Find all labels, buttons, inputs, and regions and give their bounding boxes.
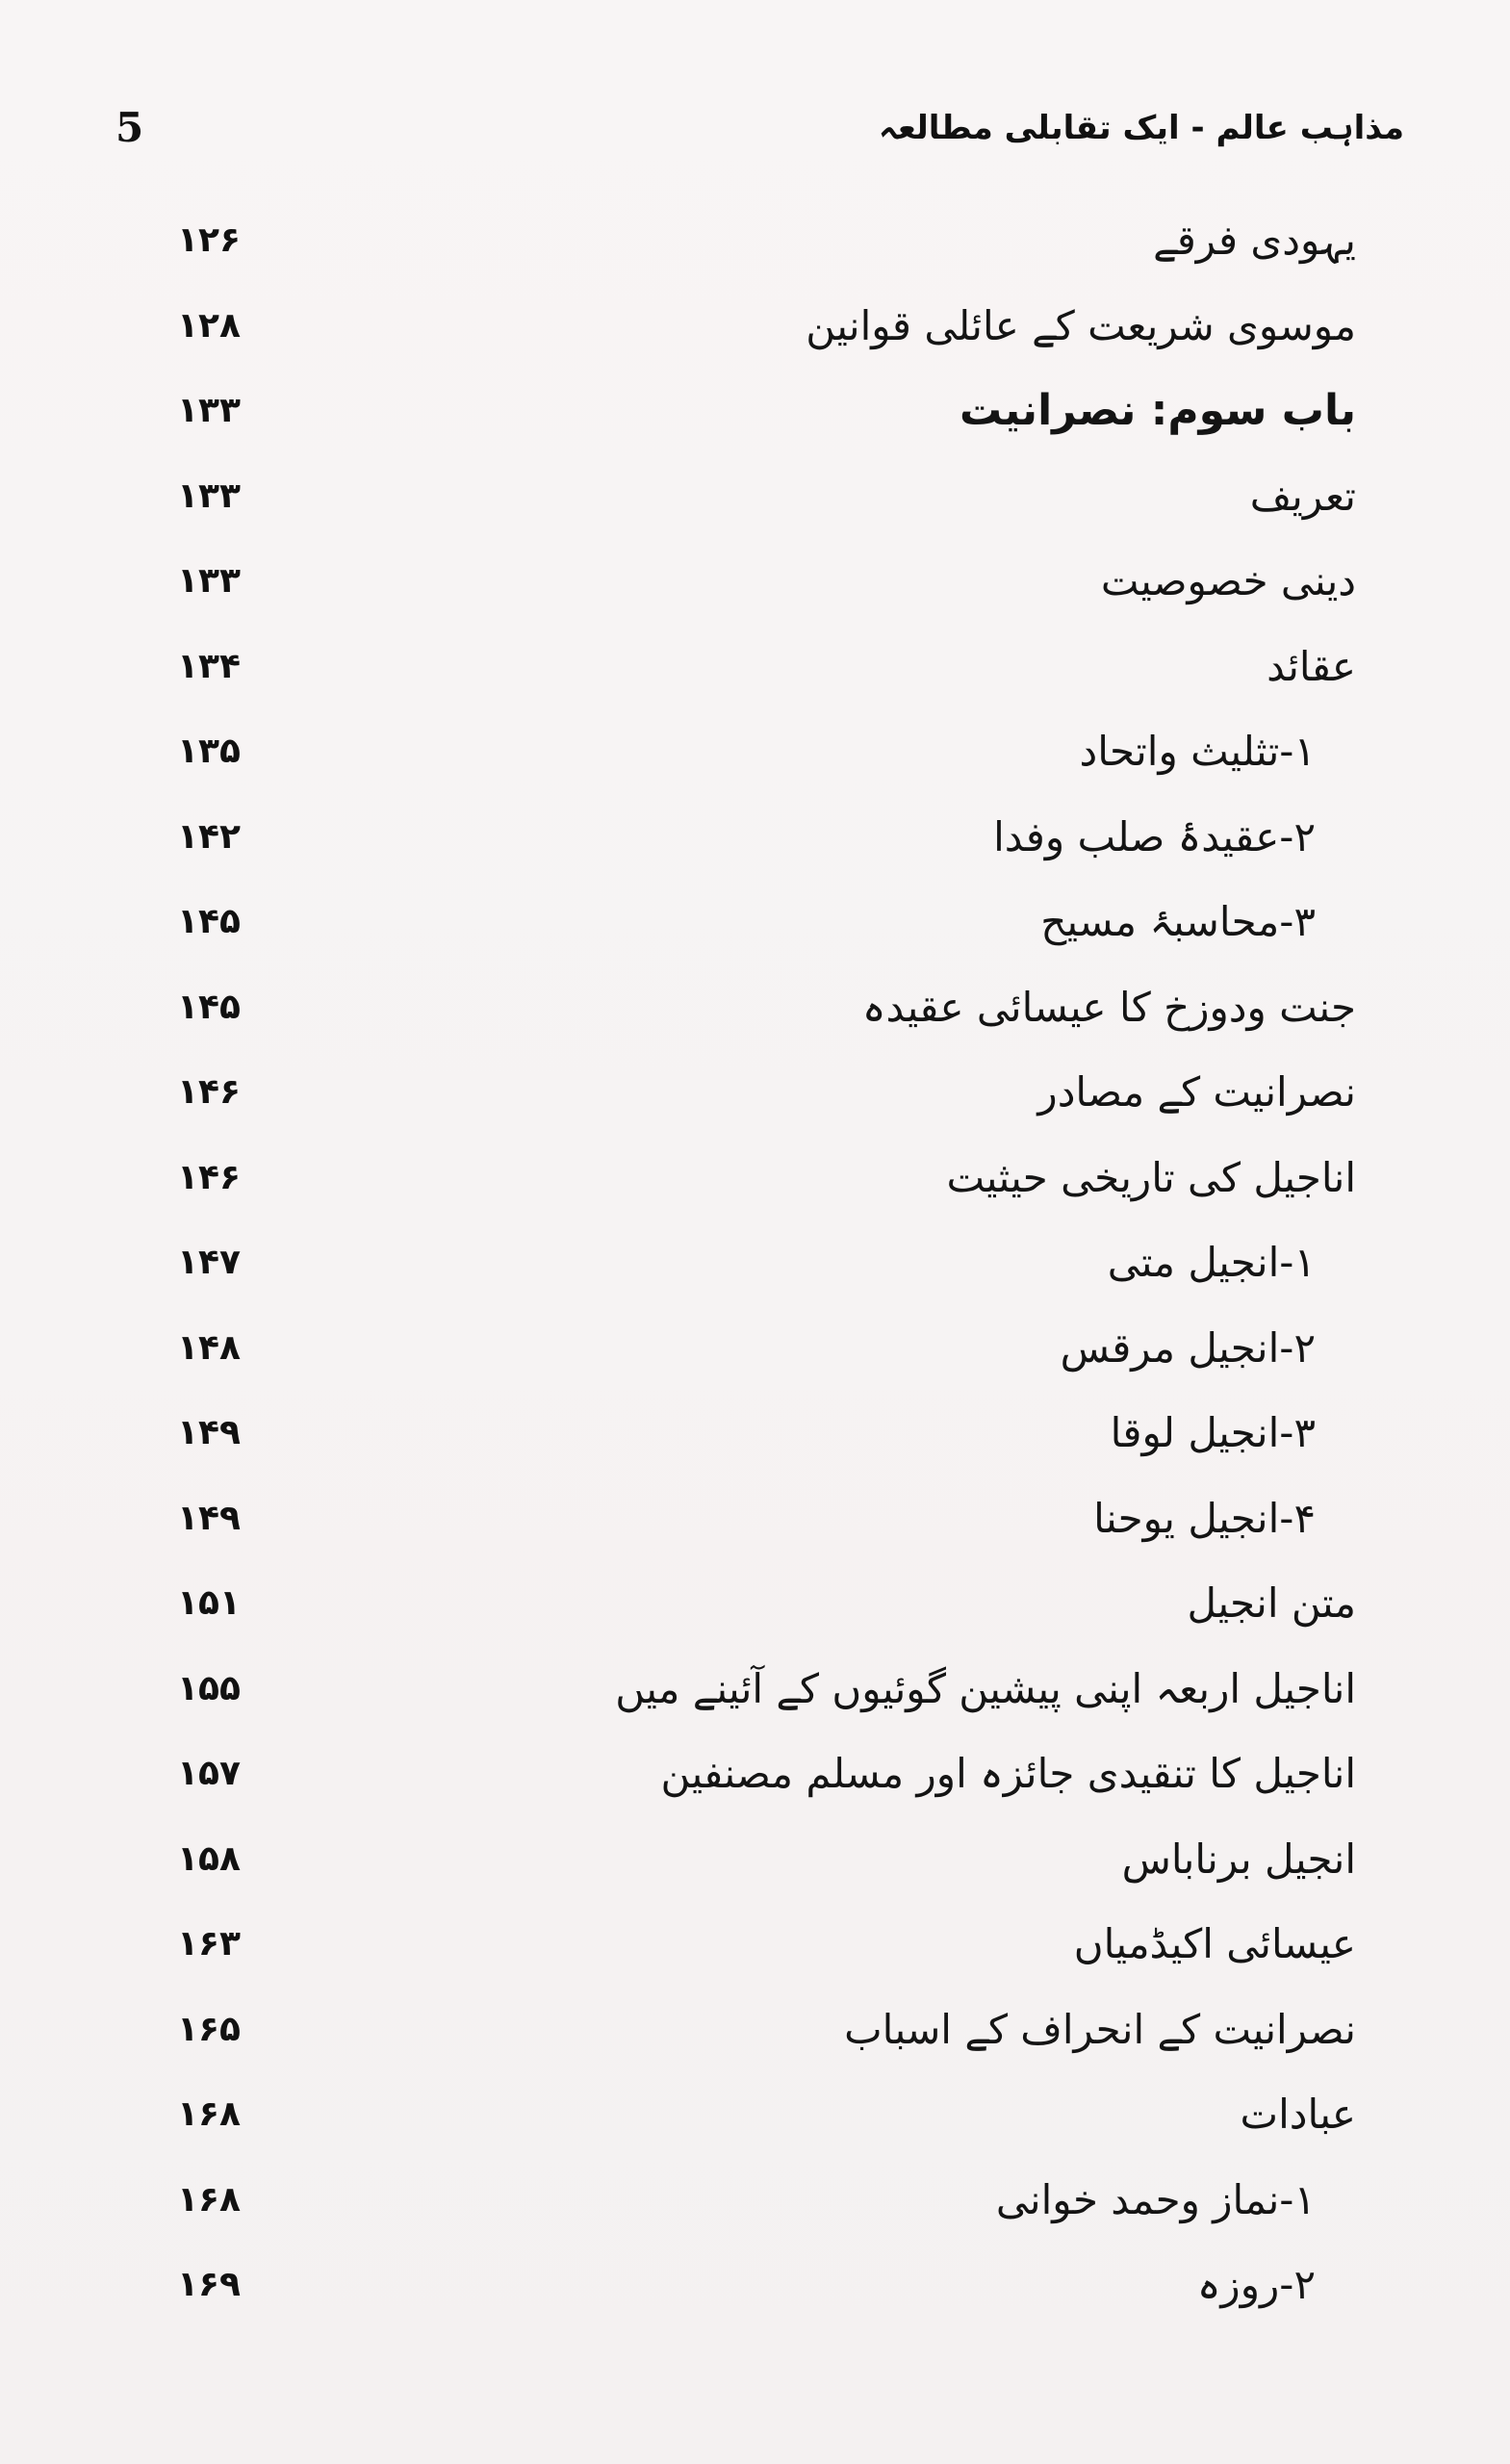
toc-entry-page-number: ۱۵۸ [177,1838,241,1879]
toc-entry-page-number: ۱۶۵ [177,2009,241,2049]
toc-entry-title: نصرانیت کے انحراف کے اسباب [844,2005,1356,2053]
table-of-contents [144,202,1356,2464]
toc-entry [144,1651,1356,1728]
toc-entry-title: ۲-عقیدۂ صلب وفدا [993,812,1316,860]
page-header [106,104,1404,175]
toc-entry-title: ۲-انجیل مرقس [1060,1323,1316,1372]
toc-entry [144,1054,1356,1131]
toc-entry [144,884,1356,961]
toc-entry [144,202,1356,279]
toc-entry-title: ۱-تثلیث واتحاد [1079,728,1316,775]
toc-entry-title: تعریف [1249,472,1356,520]
toc-entry-page-number: ۱۳۵ [177,732,241,771]
toc-entry [144,713,1356,790]
toc-entry-title: انجیل برناباس [1121,1835,1356,1883]
toc-entry-title: ۱-انجیل متی [1107,1239,1316,1286]
toc-entry-title: متن انجیل [1187,1579,1356,1627]
toc-entry-page-number: ۱۶۸ [177,2094,241,2134]
toc-entry-page-number: ۱۴۶ [177,1157,241,1197]
toc-entry-page-number: ۱۶۳ [177,1924,241,1964]
toc-entry-title: ۲-روزہ [1196,2261,1316,2308]
toc-entry-title: اناجیل اربعہ اپنی پیشین گوئیوں کے آئینے میں [615,1664,1356,1712]
toc-entry-page-number: ۱۴۸ [177,1327,241,1368]
toc-entry-title: ۳-محاسبۂ مسیح [1040,898,1316,945]
toc-entry [144,288,1356,365]
toc-entry-title: عیسائی اکیڈمیاں [1073,1920,1356,1967]
toc-entry [144,543,1356,620]
toc-entry-title: نصرانیت کے مصادر [1037,1068,1356,1116]
toc-entry-page-number: ۱۳۳ [177,475,241,516]
toc-entry-title: عقائد [1267,642,1356,690]
toc-entry-title: اناجیل کی تاریخی حیثیت [946,1153,1356,1201]
toc-entry [144,1735,1356,1812]
toc-entry-page-number: ۱۶۹ [177,2265,241,2304]
toc-entry-title: یہودی فرقے [1153,217,1356,264]
toc-entry [144,1906,1356,1983]
toc-entry [144,1991,1356,2068]
toc-entry [144,1140,1356,1217]
toc-entry-title: اناجیل کا تنقیدی جائزہ اور مسلم مصنفین [660,1750,1356,1797]
toc-entry [144,1565,1356,1642]
toc-entry-page-number: ۱۳۳ [177,391,241,430]
toc-entry [144,1310,1356,1387]
toc-entry [144,1395,1356,1472]
toc-entry-title: موسوی شریعت کے عائلی قوانین [806,301,1356,349]
toc-entry-page-number: ۱۴۶ [177,1072,241,1112]
toc-entry-page-number: ۱۳۳ [177,561,241,601]
toc-entry-page-number: ۱۴۵ [177,902,241,941]
toc-entry-page-number: ۱۵۱ [177,1583,241,1623]
toc-entry-page-number: ۱۲۶ [177,220,241,260]
toc-entry-page-number: ۱۴۵ [177,987,241,1027]
toc-entry [144,799,1356,876]
toc-entry-title: جنت ودوزخ کا عیسائی عقیدہ [861,983,1356,1031]
toc-entry-title: دینی خصوصیت [1100,557,1356,604]
toc-entry-title: ۱-نماز وحمد خوانی [995,2175,1316,2223]
toc-entry [144,2246,1356,2323]
toc-entry-page-number: ۱۲۸ [177,305,241,346]
toc-entry [144,1224,1356,1301]
toc-entry-title: ۴-انجیل یوحنا [1093,1494,1316,1542]
toc-entry-title: عبادات [1240,2091,1356,2138]
toc-entry-page-number: ۱۳۴ [177,646,241,686]
page-number: 5 [115,104,144,151]
toc-entry [144,2076,1356,2153]
toc-entry-title: باب سوم: نصرانیت [960,386,1356,435]
running-title: مذاہب عالم - ایک تقابلی مطالعہ [878,109,1404,147]
toc-entry [144,1480,1356,1557]
toc-entry-page-number: ۱۵۷ [177,1754,241,1793]
toc-entry-page-number: ۱۴۹ [177,1413,241,1452]
toc-entry-page-number: ۱۵۵ [177,1668,241,1708]
toc-entry [144,458,1356,535]
toc-entry [144,969,1356,1046]
toc-entry [144,629,1356,706]
toc-entry-page-number: ۱۴۲ [177,816,241,857]
toc-entry [144,1821,1356,1898]
toc-entry-page-number: ۱۶۸ [177,2179,241,2220]
toc-entry-page-number: ۱۴۷ [177,1243,241,1282]
toc-entry [144,372,1356,449]
toc-entry-page-number: ۱۴۹ [177,1498,241,1538]
toc-entry-title: ۳-انجیل لوقا [1110,1409,1316,1456]
toc-entry [144,2162,1356,2239]
